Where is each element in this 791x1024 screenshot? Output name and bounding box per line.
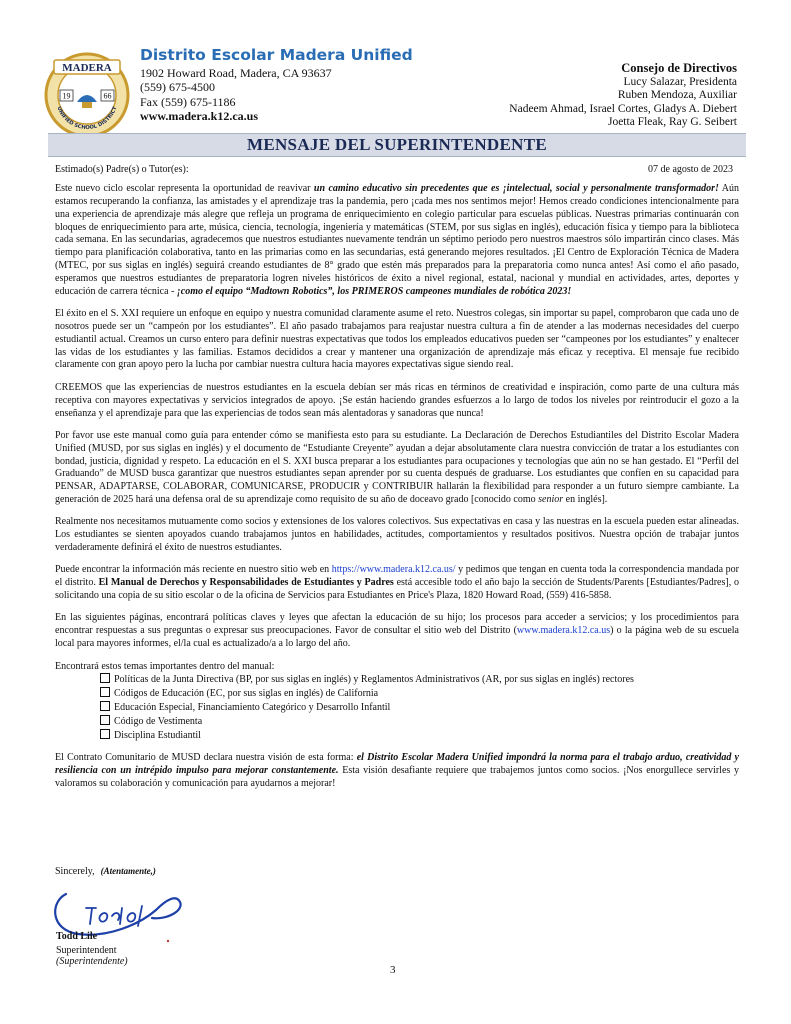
logo-ring-text: UNIFIED SCHOOL DISTRICT — [55, 105, 119, 132]
topic-item: Códigos de Educación (EC, por sus siglas en inglés) de California — [100, 687, 739, 701]
signer-title: Superintendent — [56, 945, 117, 956]
closing: Sincerely, (Atentamente,) — [55, 866, 156, 877]
paragraph-6: Puede encontrar la información más reciente en nuestro sitio web en https://www.madera.k12.ca.us/ y pedimos que tengan en cuenta toda la correspondencia mandada por el distrito. El Manual de Derechos y Responsabilidades de Estudiantes y Padres está accesible todo el año bajo la sección de Students/Parents [Estudiantes/Padres], o solicitando una copia de su sitio escolar o de la oficina de Servicios para Estudiantes en Price's Plaza, 1820 Howard Road, (559) 416-5858. — [55, 564, 739, 602]
letter-body — [55, 183, 739, 800]
paragraph-8: El Contrato Comunitario de MUSD declara nuestra visión de esta forma: el Distrito Escolar Madera Unified impondrá la norma para el trabajo arduo, creatividad y resiliencia con un intrépido impulso para mejorar constantemente. Esta visión desafiante requiere que trabajemos juntos como socios. ¡Nos enorgullece servirles y valoramos su colaboración y comunicación para ayudarnos a mejorar! — [55, 752, 739, 789]
signer-name: Todd Lile — [56, 931, 98, 942]
paragraph-7: En las siguientes páginas, encontrará políticas claves y leyes que afectan la educación de su hijo; los procesos para acceder a servicios; y los procedimientos para encontrar respuestas a sus preguntas o expresar sus preocupaciones. Favor de consultar el sitio web del Distrito (www.madera.k12.ca.us) o la página web de su escuela local para mayores informes, el/la cual es actualizado/a a lo largo del año. — [55, 612, 739, 650]
board-of-directors — [509, 62, 737, 130]
paragraph-5: Realmente nos necesitamos mutuamente como socios y extensiones de los valores colectivos. Sus expectativas en casa y las nuestras en la escuela pueden estar alineadas. Los estudiantes se sienten apoyados cuando trabajamos juntos en habilidades, actitudes, comportamientos y resultados positivos. Nuestra opción de trabajar juntos verdaderamente definirá el éxito de nuestros estudiantes. — [55, 516, 739, 554]
page-title-banner: MENSAJE DEL SUPERINTENDENTE — [48, 133, 746, 157]
address-line: 1902 Howard Road, Madera, CA 93637 — [140, 66, 332, 80]
checkbox-icon — [100, 701, 110, 711]
paragraph-2: El éxito en el S. XXI requiere un enfoque en equipo y nuestra comunidad claramente asume el reto. Nuestros colegas, sin importar su papel, comprobaron que cada uno de nosotros puede ser un “campeón por los estudiantes”. El año pasado trabajamos para reajustar nuestra cultura a fin de atender a las modernas necesidades del cuerpo estudiantil actual. Creamos un curso entero para definir nuestras expectativas que todos los empleados educativos pueden ser “campeones por los estudiantes” y enaltecer las vidas de los estudiantes y las familias. Estamos decididos a crear y mantener una organización de aprendizaje más eficaz y receptiva. El mensaje fue recibido claramente con gran apoyo pero la lucha por cambiar nuestra cultura hacia mayores expectativas sigue siendo real. — [55, 308, 739, 371]
paragraph-3: CREEMOS que las experiencias de nuestros estudiantes en la escuela debían ser más ricas en términos de creatividad e inspiración, como parte de una cultura más receptiva con mayores expectativas y servicios integrados de apoyo. ¡Se están haciendo grandes esfuerzos a lo largo de todos los niveles por reintroducir el gozo a la enseñanza y el aprendizaje para que las experiencias de todos sean más alentadoras y sanadoras que nunca! — [55, 381, 739, 419]
paragraph-4: Por favor use este manual como guía para entender cómo se manifiesta esto para su estudiante. La Declaración de Derechos Estudiantiles del Distrito Escolar Madera Unified (MUSD, por sus siglas en inglés) y el documento de “Estudiante Creyente” ayudan a dejar absolutamente clara nuestra convicción de tratar a los estudiantes con bondad, justicia, dignidad y respeto. La educación en el S. XXI busca preparar a los estudiantes para ocupaciones y tecnologías que aún no se han gestado. El “Perfil del Graduando” de MUSD busca garantizar que nuestros estudiantes sepan aprender por su cuenta después de graduarse. Los estudiantes que confíen en su capacidad para PENSAR, ADAPTARSE, COLABORAR, COMUNICARSE, PRODUCIR y CONTRIBUIR hallarán la flexibilidad para responder a un futuro siempre cambiante. La generación de 2025 hará una defensa oral de su aprendizaje como requisito de su año de doceavo grado [conocido como senior en inglés]. — [55, 429, 739, 506]
district-name: Distrito Escolar Madera Unified — [140, 46, 413, 64]
district-seal-logo — [44, 52, 130, 138]
topic-item: Código de Vestimenta — [100, 715, 739, 729]
website: www.madera.k12.ca.us — [140, 109, 259, 124]
topics-intro: Encontrará estos temas importantes dentro del manual: — [55, 660, 275, 672]
page-number: 3 — [390, 964, 396, 976]
topic-item: Políticas de la Junta Directiva (BP, por sus siglas en inglés) y Reglamentos Administrativos (AR, por sus siglas en inglés) rectores — [100, 673, 739, 687]
topic-item: Educación Especial, Financiamiento Categórico y Desarrollo Infantil — [100, 701, 739, 715]
website-link[interactable]: https://www.madera.k12.ca.us/ — [331, 564, 456, 576]
board-member: Joetta Fleak, Ray G. Seibert — [607, 116, 737, 129]
district-contact — [140, 66, 332, 124]
logo-year-left: 19 — [62, 91, 71, 101]
signer-title-spanish: (Superintendente) — [56, 956, 128, 967]
fax: Fax (559) 675-1186 — [140, 94, 236, 109]
topics-list — [55, 661, 739, 743]
board-member: Lucy Salazar, Presidenta — [623, 75, 737, 88]
paragraph-1: Este nuevo ciclo escolar representa la oportunidad de reavivar un camino educativo sin precedentes que es ¡intelectual, social y personalmente transformador! Aún estamos recuperando la confianza, las amistades y el aprendizaje tras la pandemia, pero ¡cada mes nos sentimos mejor! Hemos creado condiciones intencionalmente para una experiencia de aprendizaje más alegre que refleja un programa de enriquecimiento en colegio particular para escuelas públicas. Nuestras primarias continuarán con bloques de enriquecimiento para arte, música, ciencia, tecnología, ingeniería y matemáticas (STEM, por sus siglas en inglés), educación física y tiempo para la biblioteca cada semana. En las secundarias, agradecemos que nuestros estudiantes nuevamente tendrán un séptimo periodo pero nuestros maestros sólo impartirán cinco clases. Más tiempo para planificación colaborativa, tanto en las primarias como en las secundarias, está generando mejores resultados. ¡El Centro de Exploración Técnica de Madera (MTEC, por sus siglas en inglés) seguirá creando estudiantes de 8° grado que estén más preparados para la preparatoria como nunca antes! Así como el año pasado, esperamos que nuestros estudiantes de preparatoria logren niveles históricos de éxito a nivel regional, estatal, nacional y mundial en actividades, artes, deportes y educación de carrera técnica - ¡como el equipo “Madtown Robotics”, los PRIMEROS campeones mundiales de robótica 2023! — [55, 183, 740, 297]
phone: (559) 675-4500 — [140, 80, 215, 95]
checkbox-icon — [100, 673, 110, 683]
logo-top-text: MADERA — [62, 62, 112, 74]
board-member: Nadeem Ahmad, Israel Cortes, Gladys A. Diebert — [509, 102, 737, 115]
checkbox-icon — [100, 729, 110, 739]
checkbox-icon — [100, 687, 110, 697]
checkbox-icon — [100, 715, 110, 725]
board-title: Consejo de Directivos — [621, 61, 737, 75]
letter-date: 07 de agosto de 2023 — [648, 164, 733, 175]
topic-item: Disciplina Estudiantil — [100, 729, 739, 743]
logo-year-right: 66 — [103, 91, 112, 101]
salutation: Estimado(s) Padre(s) o Tutor(es): — [55, 164, 189, 175]
board-member: Ruben Mendoza, Auxiliar — [617, 89, 737, 102]
district-link[interactable]: www.madera.k12.ca.us — [516, 625, 611, 637]
